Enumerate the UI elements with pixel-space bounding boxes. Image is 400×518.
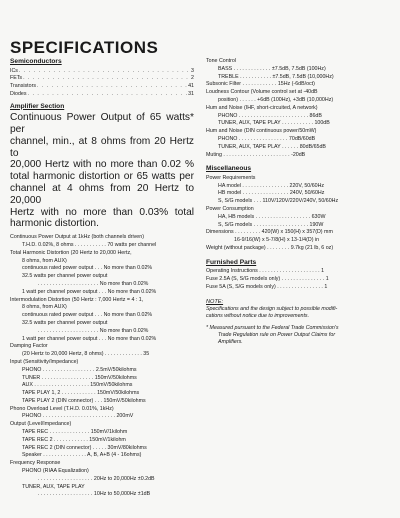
spec-line: PHONO . . . . . . . . . . . . . . . . . . . . . . . . 86dB bbox=[218, 112, 322, 119]
leader-dots bbox=[18, 68, 191, 76]
spec-line: 32.5 watts per channel power output bbox=[22, 319, 108, 326]
spec-line: . . . . . . . . . . . . . . . . . . . . . No more than 0.02% bbox=[38, 327, 149, 334]
spec-row-ics bbox=[10, 68, 194, 76]
spec-line: TAPE PLAY 1, 2 . . . . . . . . . . . . 150mV/50kilohms bbox=[22, 390, 140, 397]
spec-line: Loudness Contour (Volume control set at -40dB bbox=[206, 89, 318, 96]
headline-line: channel at 4 ohms from 20 Hertz to 20,000 bbox=[10, 182, 194, 206]
spec-line: HB model . . . . . . . . . . . . . . . . 240V, 50/60Hz bbox=[218, 190, 325, 197]
spec-line: . . . . . . . . . . . . . . . . . . . 20Hz to 20,000Hz ±0.2dB bbox=[38, 475, 155, 482]
spec-line: Muting . . . . . . . . . . . . . . . . . . . . . . . -20dB bbox=[206, 151, 306, 158]
spec-line: Weight (without package) . . . . . . . . 9.7kg (21 lb, 6 oz) bbox=[206, 245, 334, 252]
furnished-parts-list bbox=[206, 268, 392, 291]
spec-line: Power Requirements bbox=[206, 174, 256, 181]
left-column bbox=[10, 58, 194, 499]
spec-line: BASS . . . . . . . . . . . . . ±7.5dB, 7.5dB (100Hz) bbox=[218, 65, 326, 72]
spec-line: HA, HB models . . . . . . . . . . . . . . . . . . . 630W bbox=[218, 213, 326, 220]
spec-line: PHONO . . . . . . . . . . . . . . . . . 70dB/60dB bbox=[218, 135, 316, 142]
headline-line: channel, min., at 8 ohms from 20 Hertz to bbox=[10, 135, 194, 159]
spec-line: 1 watt per channel power output . . . No more than 0.02% bbox=[22, 288, 157, 295]
amplifier-headline bbox=[10, 112, 194, 230]
spec-line: TUNER, AUX, TAPE PLAY bbox=[22, 483, 85, 490]
spec-line: continuous rated power output . . . No more than 0.02% bbox=[22, 265, 153, 272]
headline-line: 20,000 Hertz with no more than 0.02 % bbox=[10, 159, 194, 171]
spec-line: Hum and Noise (IHF, short-circuited, A network) bbox=[206, 104, 318, 111]
leader-dots bbox=[27, 91, 189, 99]
spec-line: TUNER, AUX, TAPE PLAY . . . . . . 80dB/65dB bbox=[218, 143, 326, 150]
spec-line: continuous rated power output . . . No more than 0.02% bbox=[22, 312, 153, 319]
footnote-line: Amplifiers. bbox=[218, 339, 243, 346]
spec-line: Input (Sensitivity/Impedance) bbox=[10, 358, 79, 365]
spec-row-fets bbox=[10, 75, 194, 83]
spec-label: Transistors bbox=[10, 83, 36, 90]
spec-line: T.H.D. 0.02%, 8 ohms . . . . . . . . . . . 70 watts per channel bbox=[22, 241, 157, 248]
spec-line: AUX . . . . . . . . . . . . . . . . . . . 150mV/50kilohms bbox=[22, 382, 133, 389]
spec-line: Phono Overload Level (T.H.D. 0.01%, 1kHz) bbox=[10, 405, 114, 412]
headline-line: Continuous Power Output of 65 watts* per bbox=[10, 112, 194, 135]
tone-noise-spec-lines bbox=[206, 58, 392, 159]
spec-value: 41 bbox=[188, 83, 194, 90]
spec-line: S, S/G models . . . . . . . . . . . . . . . . . . . 190W bbox=[218, 221, 324, 228]
spec-line: Continuous Power Output at 1kHz (both channels driven) bbox=[10, 234, 144, 241]
headline-line: total harmonic distortion or 65 watts per bbox=[10, 171, 194, 183]
spec-line: Subsonic Filter . . . . . . . . . . . . 15Hz (-6dB/oct) bbox=[206, 81, 315, 88]
spec-row-transistors bbox=[10, 83, 194, 91]
spec-line: 8 ohms, from AUX) bbox=[22, 304, 67, 311]
spec-line: Power Consumption bbox=[206, 206, 254, 213]
spec-line: Hum and Noise (DIN continuous power/50mW) bbox=[206, 128, 317, 135]
leader-dots bbox=[36, 83, 188, 91]
spec-line: . . . . . . . . . . . . . . . . . . . 10Hz to 50,000Hz ±1dB bbox=[38, 491, 151, 498]
spec-line: TAPE REC 2 . . . . . . . . . . . . 150mV/1kilohm bbox=[22, 436, 126, 443]
furnished-parts-heading: Furnished Parts bbox=[206, 258, 257, 266]
spec-line: 8 ohms, from AUX) bbox=[22, 257, 67, 264]
semiconductors-list bbox=[10, 68, 194, 99]
spec-line: Tone Control bbox=[206, 58, 237, 64]
spec-row-diodes bbox=[10, 91, 194, 99]
spec-line: (20 Hertz to 20,000 Hertz, 8 ohms) . . . . . . . . . . . . . 35 bbox=[22, 351, 150, 358]
note-line: cations without notice due to improvements. bbox=[206, 313, 310, 320]
headline-line: Hertz with no more than 0.03% total bbox=[10, 206, 194, 218]
spec-line: position) . . . . . . +6dB (100Hz), +3dB (10,000Hz) bbox=[218, 96, 334, 103]
spec-line: Dimensions . . . . . . . . . 420(W) x 150(H) x 357(D) mm bbox=[206, 229, 333, 236]
amplifier-heading: Amplifier Section bbox=[10, 102, 65, 110]
spec-line: 16-9/16(W) x 5-7/8(H) x 13-1/4(D) in bbox=[234, 237, 320, 244]
spec-line: Output (Level/Impedance) bbox=[10, 421, 72, 428]
spec-line: TAPE REC . . . . . . . . . . . . . . 150mV/1kilohm bbox=[22, 429, 128, 436]
spec-label: ICs bbox=[10, 67, 18, 74]
spec-line: PHONO (RIAA Equalization) bbox=[22, 468, 89, 475]
spec-line: Fuse 2.5A (S, S/G models only) . . . . . . . . . . . . . . . 1 bbox=[206, 276, 329, 283]
spec-line: S, S/G models . . . 110V/120V/220V/240V, 50/60Hz bbox=[218, 198, 339, 205]
spec-line: 1 watt per channel power output . . . No more than 0.02% bbox=[22, 335, 157, 342]
spec-line: . . . . . . . . . . . . . . . . . . . . . No more than 0.02% bbox=[38, 280, 149, 287]
spec-label: FETs bbox=[10, 75, 23, 82]
spec-line: PHONO . . . . . . . . . . . . . . . . . . 2.5mV/50kilohms bbox=[22, 366, 137, 373]
right-column bbox=[206, 58, 392, 347]
spec-line: Frequency Response bbox=[10, 460, 61, 467]
spec-line: Speaker . . . . . . . . . . . . . . . A, B, A+B (4 - 16ohms) bbox=[22, 452, 142, 459]
spec-line: TAPE PLAY 2 (DIN connector) . . . 150mV/50kilohms bbox=[22, 397, 146, 404]
note-heading: NOTE: bbox=[206, 298, 224, 305]
spec-value: 2 bbox=[191, 75, 194, 82]
amplifier-spec-lines bbox=[10, 234, 194, 499]
spec-line: 32.5 watts per channel power output bbox=[22, 273, 108, 280]
spec-line: HA model . . . . . . . . . . . . . . . . 220V, 50/60Hz bbox=[218, 182, 325, 189]
miscellaneous-spec-lines bbox=[206, 175, 392, 253]
note-line: Specifications and the design subject to possible modifi- bbox=[206, 305, 338, 312]
spec-line: TREBLE . . . . . . . . . . . ±7.5dB, 7.5dB (10,000Hz) bbox=[218, 73, 334, 80]
spec-line: TUNER, AUX, TAPE PLAY . . . . . . . . . . . 100dB bbox=[218, 120, 330, 127]
footnote-line: Trade Regulation rule on Power Output Claims for bbox=[218, 331, 336, 338]
spec-line: TUNER . . . . . . . . . . . . . . . . . . 150mV/50kilohms bbox=[22, 374, 137, 381]
spec-value: 31 bbox=[188, 90, 194, 97]
leader-dots bbox=[22, 75, 191, 83]
miscellaneous-heading: Miscellaneous bbox=[206, 165, 252, 173]
spec-label: Diodes bbox=[10, 90, 27, 97]
spec-line: Intermodulation Distortion (50 Hertz : 7,000 Hertz = 4 : 1, bbox=[10, 296, 144, 303]
spec-line: PHONO . . . . . . . . . . . . . . . . . . . . . . . . . 200mV bbox=[22, 413, 134, 420]
semiconductors-heading: Semiconductors bbox=[10, 58, 62, 65]
spec-line: Damping Factor bbox=[10, 343, 48, 350]
footnote-line: * Measured pursuant to the Federal Trade Commission's bbox=[206, 324, 339, 331]
spec-line: Fuse 5A (S, S/G models only) . . . . . . . . . . . . . . . . 1 bbox=[206, 283, 328, 290]
headline-line: harmonic distortion. bbox=[10, 218, 99, 230]
spec-line: Total Harmonic Distortion (20 Hertz to 20,000 Hertz, bbox=[10, 249, 132, 256]
page-title: SPECIFICATIONS bbox=[10, 38, 159, 57]
spec-value: 3 bbox=[191, 67, 194, 74]
spec-line: Operating Instructions . . . . . . . . . . . . . . . . . . . . . 1 bbox=[206, 268, 325, 275]
spec-line: TAPE REC 2 (DIN connector) . . . . . 30mV/80kilohms bbox=[22, 444, 147, 451]
